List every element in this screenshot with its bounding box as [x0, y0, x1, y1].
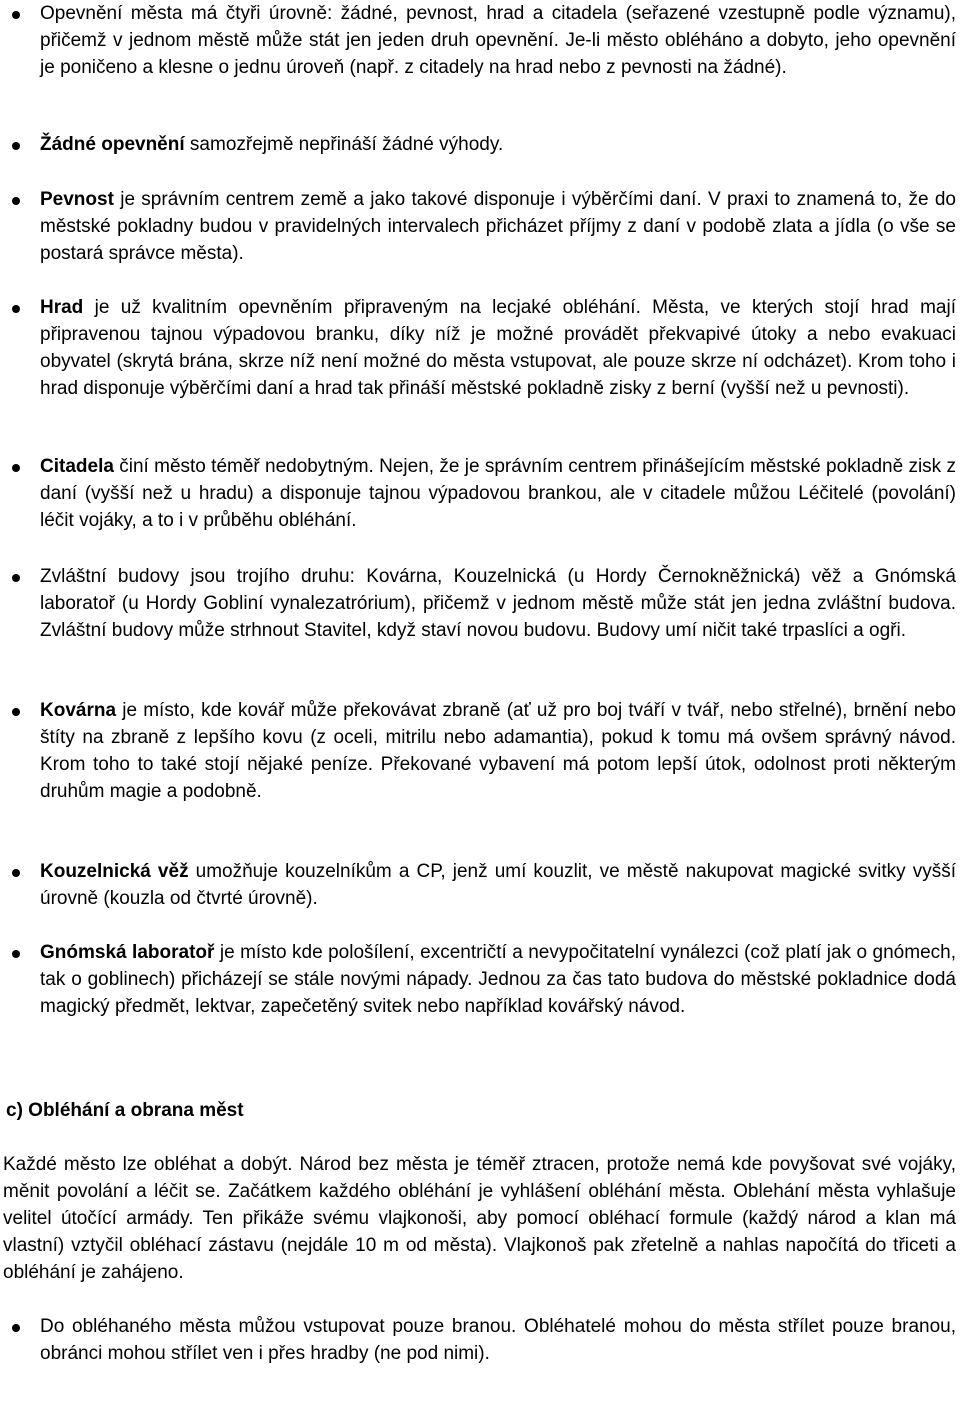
list-item-citadel	[0, 453, 956, 534]
item-bold-term: Žádné opevnění	[40, 134, 185, 155]
list-item-gnome-laboratory	[0, 939, 956, 1020]
bullet-icon	[12, 574, 20, 582]
bullet-icon	[12, 1324, 20, 1332]
bullet-icon	[12, 464, 20, 472]
list-item-magic-tower	[0, 858, 956, 912]
item-bold-term: Kovárna	[40, 700, 117, 721]
list-item-siege-entry	[0, 1313, 956, 1367]
item-text: je už kvalitním opevněním připraveným na lecjaké obléhání. Města, ve kterých stojí hrad mají připravenou tajnou výpadovou branku, díky níž je možné provádět překvapivé útoky a nebo evakuaci obyvatel (skrytá brána, skrze níž není možné do města vstupovat, ale pouze skrze ní odcházet). Krom toho i hrad disponuje výběrčími daní a hrad tak přináší městské pokladně zisky z berní (vyšší než u pevnosti).	[40, 297, 956, 399]
item-bold-term: Citadela	[40, 456, 114, 477]
bullet-icon	[12, 142, 20, 150]
bullet-icon	[12, 708, 20, 716]
section-heading: c) Obléhání a obrana měst	[6, 1100, 244, 1121]
list-item-fortress	[0, 186, 956, 267]
bullet-icon	[12, 869, 20, 877]
bullet-icon	[12, 197, 20, 205]
list-item-fortification-levels	[0, 0, 956, 81]
list-item-no-fortification	[0, 131, 956, 158]
item-bold-term: Gnómská laboratoř	[40, 942, 215, 963]
section-paragraph: Každé město lze obléhat a dobýt. Národ bez města je téměř ztracen, protože nemá kde povyšovat své vojáky, měnit povolání a léčit se. Začátkem každého obléhání je vyhlášení obléhání města. Oblehání města vyhlašuje velitel útočící armády. Ten přikáže svému vlajkonoši, aby pomocí obléhací formule (každý národ a klan má vlastní) vztyčil obléhací zástavu (nejdále 10 m od města). Vlajkonoš pak zřetelně a nahlas napočítá do třiceti a obléhání je zahájeno.	[3, 1154, 956, 1283]
bullet-icon	[12, 305, 20, 313]
item-text: Zvláštní budovy jsou trojího druhu: Kovárna, Kouzelnická (u Hordy Černokněžnická) věž a Gnómská laboratoř (u Hordy Gobliní vynalezatrórium), přičemž v jednom městě může stát jen jedna zvláštní budova. Zvláštní budovy může strhnout Stavitel, když staví novou budovu. Budovy umí ničit také trpaslíci a ogři.	[40, 566, 956, 641]
item-text: umožňuje kouzelníkům a CP, jenž umí kouzlit, ve městě nakupovat magické svitky vyšší úrovně (kouzla od čtvrté úrovně).	[40, 861, 957, 909]
item-bold-term: Pevnost	[40, 189, 114, 210]
bullet-icon	[12, 11, 20, 19]
list-item-castle	[0, 294, 956, 402]
list-item-smithy	[0, 697, 956, 805]
item-text: Do obléhaného města můžou vstupovat pouze branou. Obléhatelé mohou do města střílet pouze branou, obránci mohou střílet ven i přes hradby (ne pod nimi).	[40, 1316, 956, 1364]
item-text: činí město téměř nedobytným. Nejen, že je správním centrem přinášejícím městské pokladně zisk z daní (vyšší než u hradu) a disponuje tajnou výpadovou brankou, ale v citadele můžou Léčitelé (povolání) léčit vojáky, a to i v průběhu obléhání.	[40, 456, 956, 531]
item-text: je správním centrem země a jako takové disponuje i výběrčími daní. V praxi to znamená to, že do městské pokladny budou v pravidelných intervalech přicházet příjmy z daní v podobě zlata a jídla (o vše se postará správce města).	[40, 189, 956, 264]
item-text: je místo kde pološílení, excentričtí a nevypočitatelní vynálezci (což platí jak o gnómech, tak o goblinech) přicházejí se stále novými nápady. Jednou za čas tato budova do městské pokladnice dodá magický předmět, lektvar, zapečetěný svitek nebo například kovářský návod.	[40, 942, 956, 1017]
item-bold-term: Hrad	[40, 297, 84, 318]
item-text: je místo, kde kovář může překovávat zbraně (ať už pro boj tváří v tvář, nebo střelné), brnění nebo štíty na zbraně z lepšího kovu (z oceli, mitrilu nebo adamantia), pokud k tomu má ovšem správný návod. Krom toho to také stojí nějaké peníze. Překované vybavení má potom lepší útok, odolnost proti některým druhům magie a podobně.	[40, 700, 956, 802]
bullet-icon	[12, 950, 20, 958]
item-text: Opevnění města má čtyři úrovně: žádné, pevnost, hrad a citadela (seřazené vzestupně podle významu), přičemž v jednom městě může stát jen jeden druh opevnění. Je-li město obléháno a dobyto, jeho opevnění je poničeno a klesne o jednu úroveň (např. z citadely na hrad nebo z pevnosti na žádné).	[40, 3, 956, 78]
item-text: samozřejmě nepřináší žádné výhody.	[184, 134, 504, 155]
item-bold-term: Kouzelnická věž	[40, 861, 189, 882]
list-item-special-buildings	[0, 563, 956, 644]
